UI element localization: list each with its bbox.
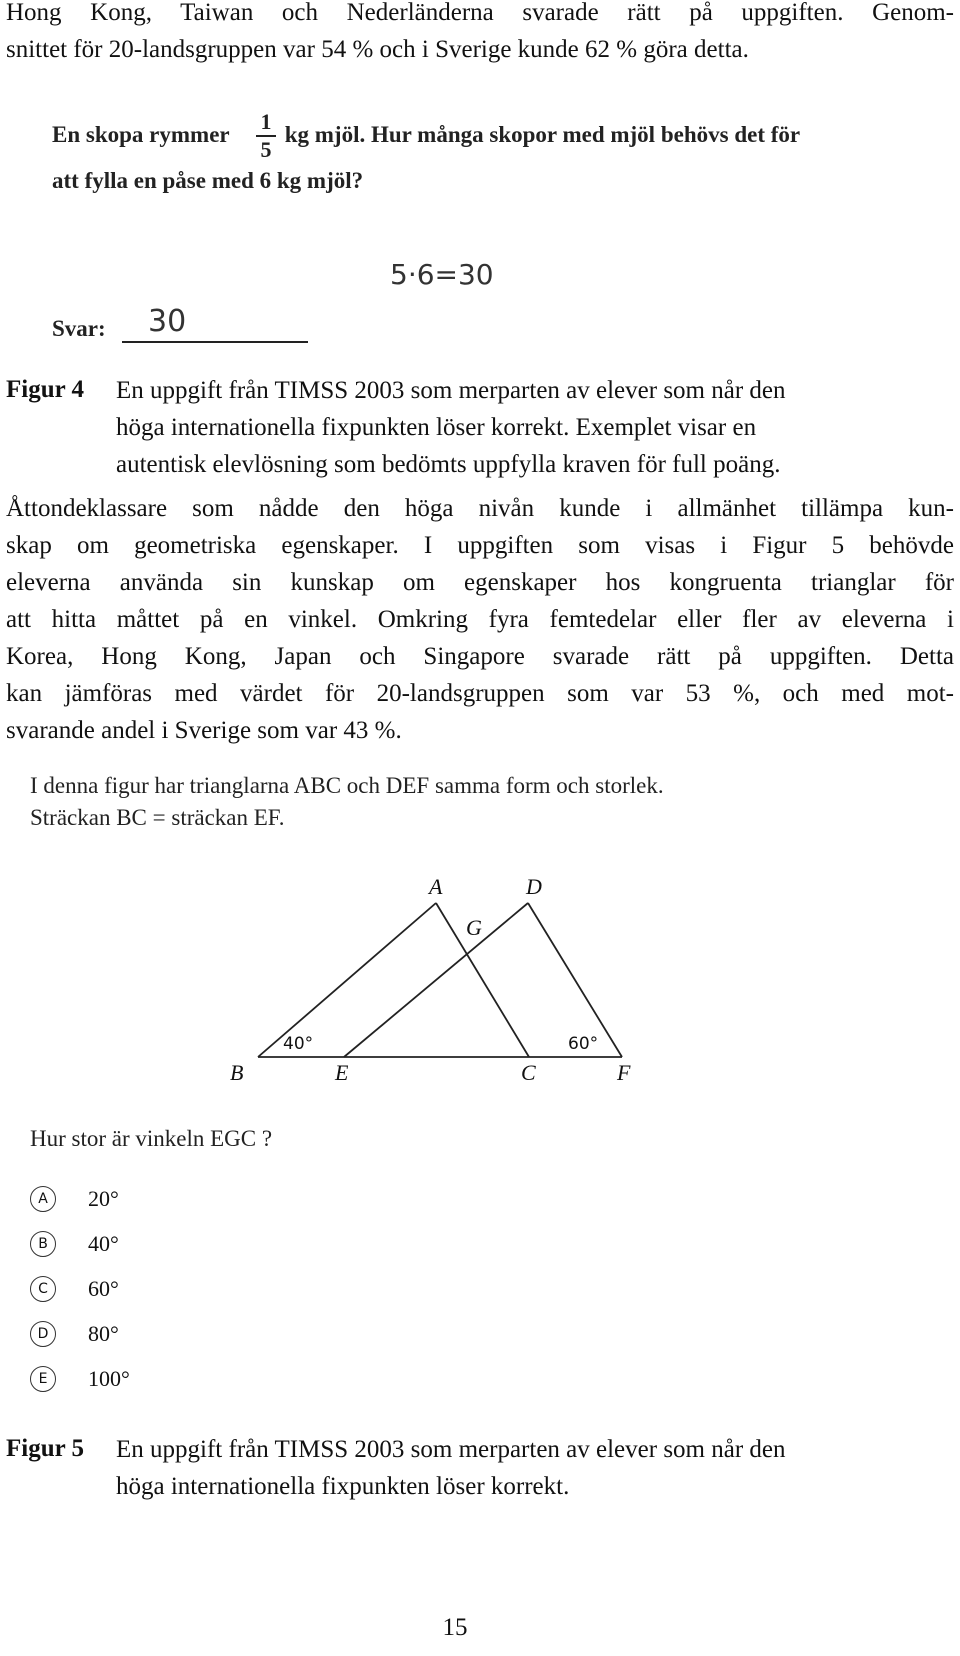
student-answer: 30	[148, 304, 187, 339]
point-label-g: G	[466, 915, 482, 940]
point-label-a: A	[429, 874, 443, 899]
body-line: Korea, Hong Kong, Japan och Singapore svarade rätt på uppgiften. Detta	[6, 643, 954, 670]
option-letter-b: B	[30, 1231, 56, 1257]
answer-option-e	[30, 1364, 130, 1394]
answer-label: Svar:	[52, 316, 106, 341]
body-line: att hitta måttet på en vinkel. Omkring fyra femtedelar eller fler av eleverna i	[6, 606, 954, 633]
angle-label-f: 60°	[568, 1034, 599, 1054]
body-line: skap om geometriska egenskaper. I uppgiften som visas i Figur 5 behövde	[6, 532, 954, 559]
point-label-d: D	[526, 874, 542, 899]
body-line: svarande andel i Sverige som var 43 %.	[6, 717, 402, 744]
task2-statement-line: I denna figur har trianglarna ABC och DEF samma form och storlek.	[30, 773, 664, 798]
body-line: kan jämföras med värdet för 20-landsgruppen som var 53 %, och med mot-	[6, 680, 954, 707]
figure5-caption-line: höga internationella fixpunkten löser korrekt.	[116, 1473, 570, 1500]
figure4-caption-line: En uppgift från TIMSS 2003 som merparten av elever som når den	[116, 377, 786, 404]
task2-statement-line: Sträckan BC = sträckan EF.	[30, 805, 285, 830]
figure4-caption-line: höga internationella fixpunkten löser korrekt. Exemplet visar en	[116, 414, 757, 441]
option-value: 100°	[88, 1366, 130, 1391]
answer-option-a	[30, 1184, 119, 1214]
option-letter-a: A	[30, 1186, 56, 1212]
angle-label-b: 40°	[283, 1034, 314, 1054]
point-label-c: C	[521, 1060, 536, 1085]
option-letter-c: C	[30, 1276, 56, 1302]
task1-question-line2: att fylla en påse med 6 kg mjöl?	[52, 168, 364, 193]
intro-line: Hong Kong, Taiwan och Nederländerna svarade rätt på uppgiften. Genom-	[6, 0, 954, 26]
figure5-caption-line: En uppgift från TIMSS 2003 som merparten av elever som når den	[116, 1436, 786, 1463]
fraction-numerator: 1	[260, 109, 272, 134]
intro-line: snittet för 20-landsgruppen var 54 % och i Sverige kunde 62 % göra detta.	[6, 36, 749, 63]
body-line: Åttondeklassare som nådde den höga nivån kunde i allmänhet tillämpa kun-	[6, 495, 954, 522]
segment-ac	[436, 903, 529, 1057]
student-calculation: 5·6=30	[390, 258, 494, 291]
answer-option-d	[30, 1319, 119, 1349]
point-label-b: B	[230, 1060, 244, 1085]
point-label-f: F	[617, 1060, 631, 1085]
option-value: 40°	[88, 1231, 119, 1256]
task1-text-after: kg mjöl. Hur många skopor med mjöl behövs det för	[284, 122, 801, 147]
option-value: 20°	[88, 1186, 119, 1211]
figure5-label: Figur 5	[6, 1435, 85, 1462]
option-letter-e: E	[30, 1366, 56, 1392]
figure4-caption-line: autentisk elevlösning som bedömts uppfylla kraven för full poäng.	[116, 451, 781, 478]
page-number: 15	[442, 1614, 468, 1641]
figure4-label: Figur 4	[6, 376, 85, 403]
option-value: 80°	[88, 1321, 119, 1346]
answer-option-b	[30, 1229, 119, 1259]
answer-option-c	[30, 1274, 119, 1304]
fraction-denominator: 5	[260, 137, 272, 162]
point-label-e: E	[335, 1060, 349, 1085]
task2-question: Hur stor är vinkeln EGC ?	[30, 1126, 273, 1151]
segment-ed	[344, 903, 528, 1057]
figure5-caption	[116, 1431, 786, 1505]
option-value: 60°	[88, 1276, 119, 1301]
option-letter-d: D	[30, 1321, 56, 1347]
task1-text-before: En skopa rymmer	[52, 122, 230, 147]
body-line: eleverna använda sin kunskap om egenskaper hos kongruenta trianglar för	[6, 569, 954, 596]
